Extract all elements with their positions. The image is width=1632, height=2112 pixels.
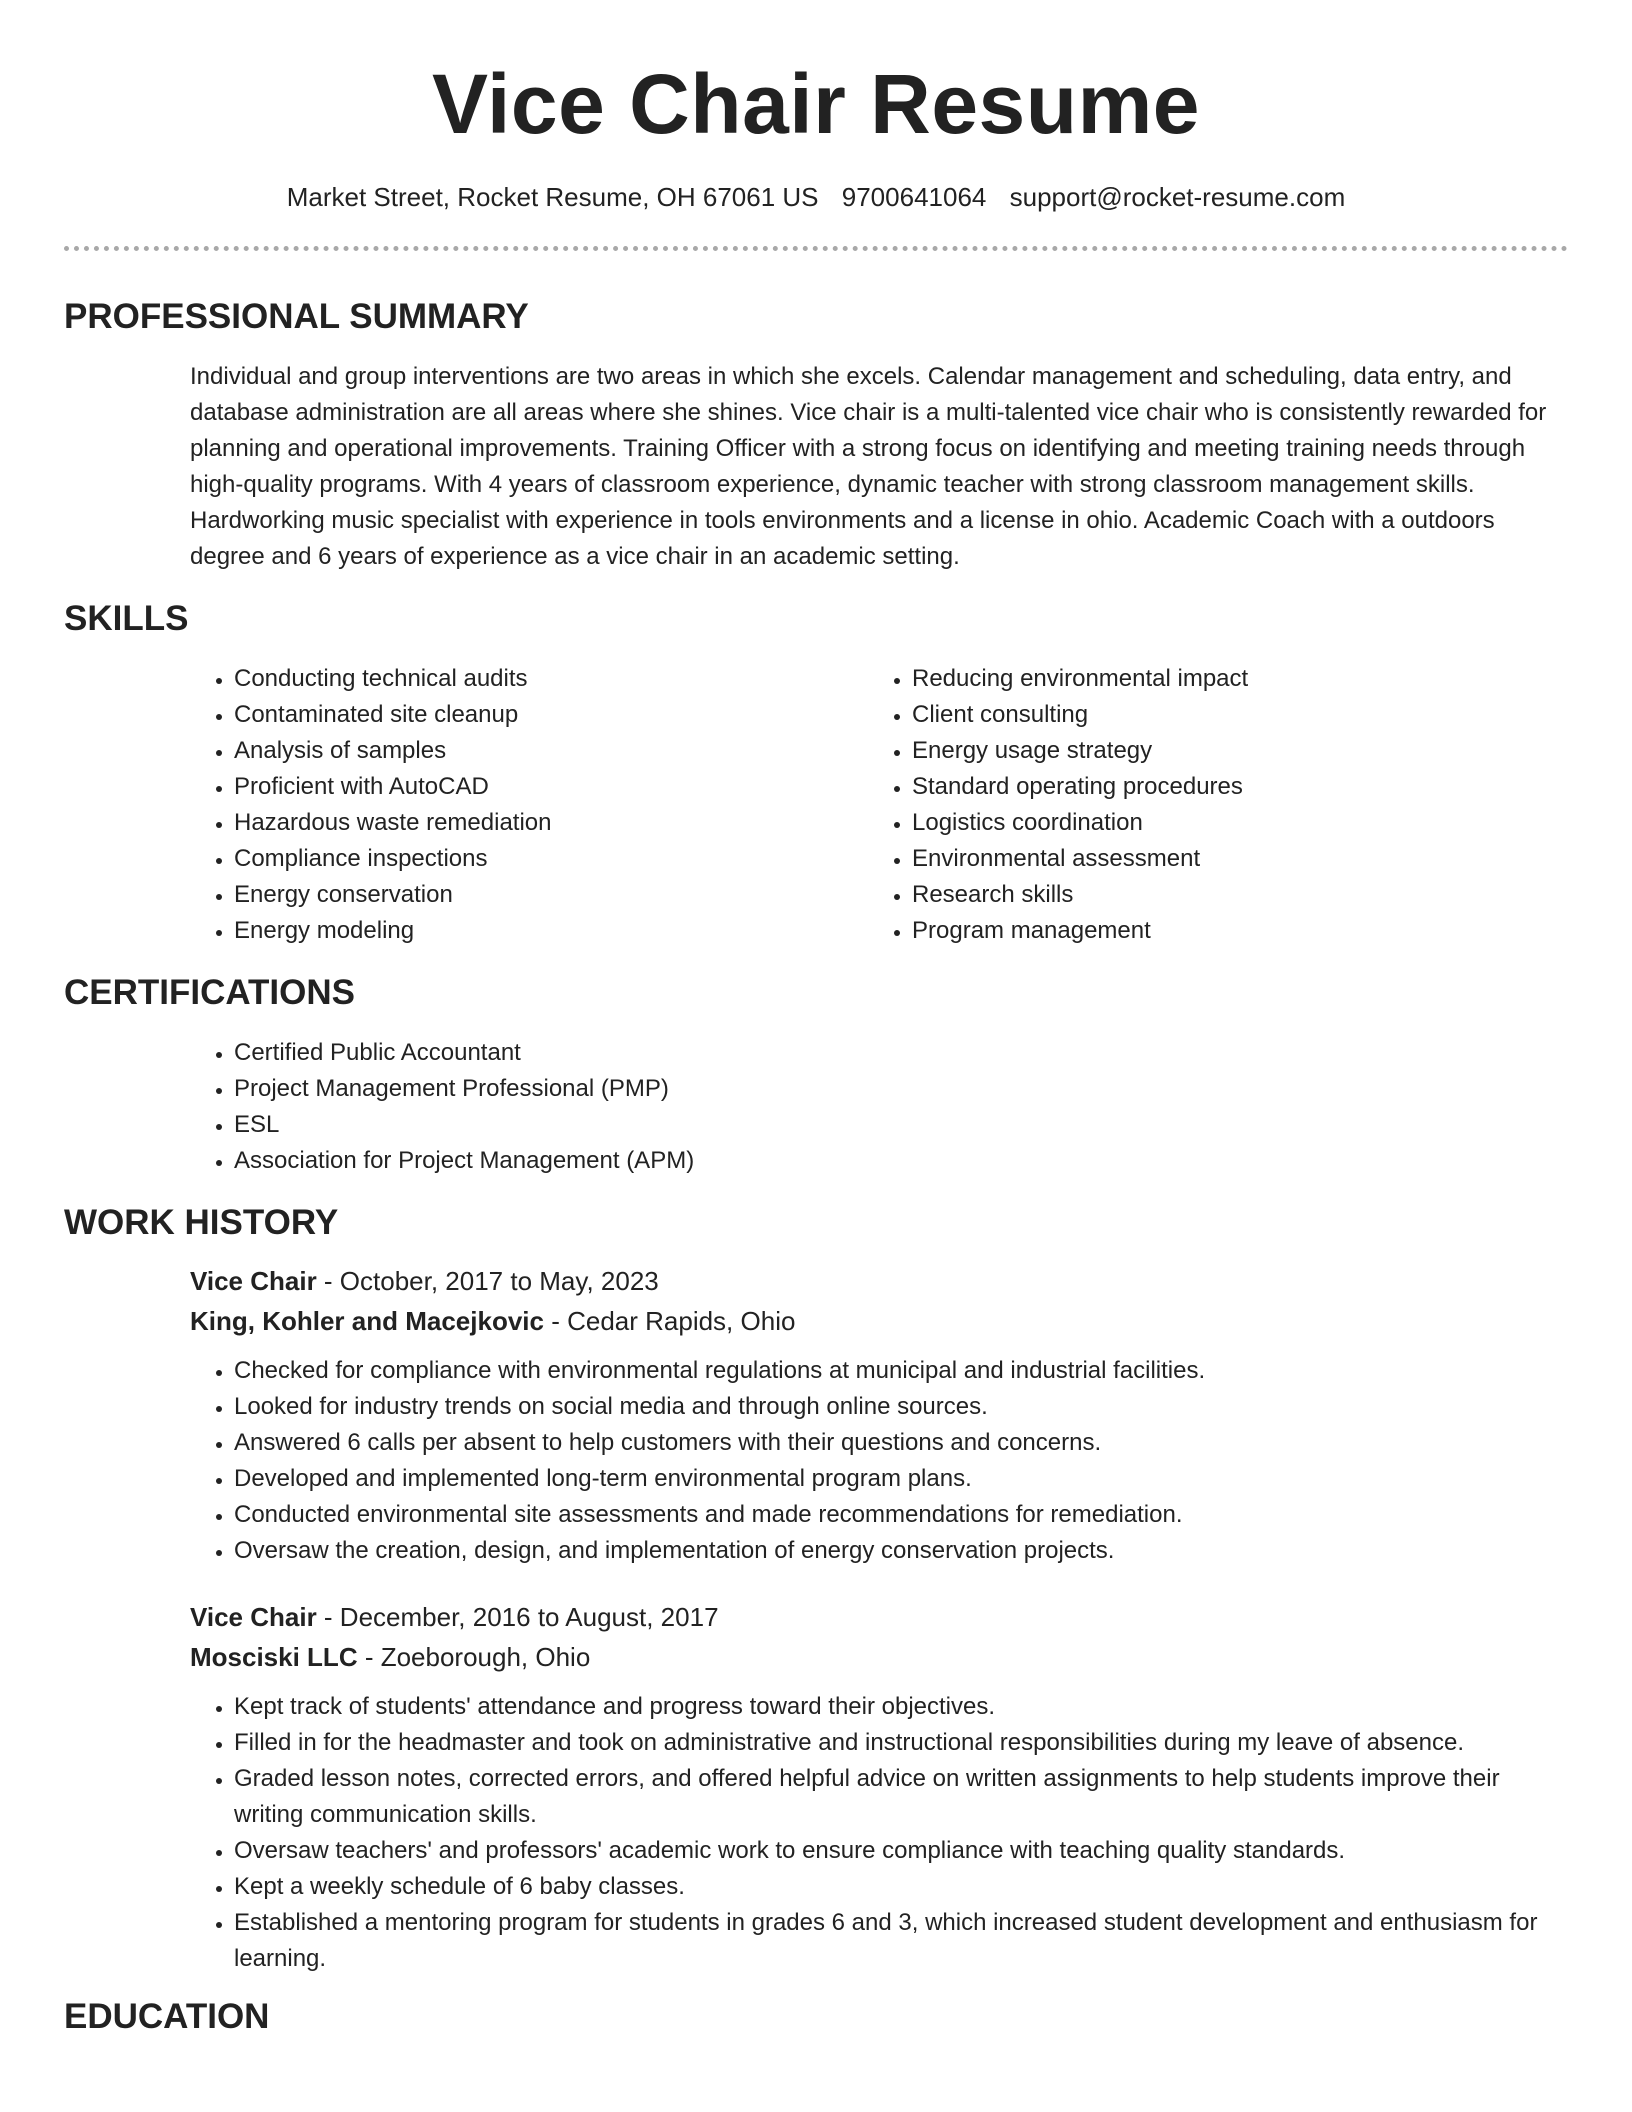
skill-item: • Research skills bbox=[912, 877, 1568, 913]
job-bullet: • Conducted environmental site assessments and made recommendations for remediation. bbox=[234, 1497, 1568, 1533]
header-divider bbox=[64, 246, 1568, 251]
summary-section bbox=[64, 359, 1568, 575]
skill-item: • Client consulting bbox=[912, 697, 1568, 733]
job-entry bbox=[64, 1261, 1568, 1569]
skill-item: • Proficient with AutoCAD bbox=[234, 769, 868, 805]
skill-item: • Environmental assessment bbox=[912, 841, 1568, 877]
skill-item: • Energy conservation bbox=[234, 877, 868, 913]
skill-item: • Conducting technical audits bbox=[234, 661, 868, 697]
skill-item: • Energy modeling bbox=[234, 913, 868, 949]
certification-item: • Association for Project Management (APM) bbox=[234, 1143, 1568, 1179]
skills-list-right bbox=[868, 661, 1568, 949]
contact-phone: 9700641064 bbox=[841, 182, 987, 212]
job-dates: - October, 2017 to May, 2023 bbox=[316, 1266, 659, 1296]
job-entry bbox=[64, 1597, 1568, 1977]
job-bullets bbox=[190, 1353, 1568, 1569]
job-bullet: • Graded lesson notes, corrected errors, and offered helpful advice on written assignments to help students improve their writing communication skills. bbox=[234, 1761, 1568, 1833]
job-bullet: • Oversaw the creation, design, and implementation of energy conservation projects. bbox=[234, 1533, 1568, 1569]
skill-item: • Compliance inspections bbox=[234, 841, 868, 877]
certification-item: • Project Management Professional (PMP) bbox=[234, 1071, 1568, 1107]
certification-item: • Certified Public Accountant bbox=[234, 1035, 1568, 1071]
certifications-heading: CERTIFICATIONS bbox=[64, 973, 356, 1012]
education-heading: EDUCATION bbox=[64, 1997, 270, 2036]
skills-heading: SKILLS bbox=[64, 599, 189, 638]
job-bullet: • Established a mentoring program for students in grades 6 and 3, which increased student development and enthusiasm for learning. bbox=[234, 1905, 1568, 1977]
job-bullet: • Checked for compliance with environmental regulations at municipal and industrial facilities. bbox=[234, 1353, 1568, 1389]
skill-item: • Contaminated site cleanup bbox=[234, 697, 868, 733]
job-company: Mosciski LLC bbox=[190, 1642, 358, 1672]
summary-heading: PROFESSIONAL SUMMARY bbox=[64, 297, 529, 336]
job-bullets bbox=[190, 1689, 1568, 1977]
job-title-line bbox=[190, 1261, 1568, 1301]
skill-item: • Analysis of samples bbox=[234, 733, 868, 769]
contact-email: support@rocket-resume.com bbox=[1009, 182, 1346, 212]
skill-item: • Logistics coordination bbox=[912, 805, 1568, 841]
certifications-section bbox=[64, 1035, 1568, 1179]
contact-line bbox=[64, 180, 1568, 214]
job-location: - Zoeborough, Ohio bbox=[357, 1642, 591, 1672]
job-bullet: • Answered 6 calls per absent to help customers with their questions and concerns. bbox=[234, 1425, 1568, 1461]
job-company: King, Kohler and Macejkovic bbox=[190, 1306, 544, 1336]
work-history-heading: WORK HISTORY bbox=[64, 1203, 339, 1242]
skill-item: • Program management bbox=[912, 913, 1568, 949]
skill-item: • Energy usage strategy bbox=[912, 733, 1568, 769]
job-company-line bbox=[190, 1301, 1568, 1341]
job-bullet: • Kept a weekly schedule of 6 baby classes. bbox=[234, 1869, 1568, 1905]
job-role: Vice Chair bbox=[190, 1602, 317, 1632]
job-bullet: • Developed and implemented long-term environmental program plans. bbox=[234, 1461, 1568, 1497]
job-bullet: • Looked for industry trends on social media and through online sources. bbox=[234, 1389, 1568, 1425]
job-bullet: • Filled in for the headmaster and took on administrative and instructional responsibilities during my leave of absence. bbox=[234, 1725, 1568, 1761]
certifications-list bbox=[190, 1035, 1568, 1179]
skill-item: • Reducing environmental impact bbox=[912, 661, 1568, 697]
job-dates: - December, 2016 to August, 2017 bbox=[316, 1602, 719, 1632]
job-title-line bbox=[190, 1597, 1568, 1637]
skill-item: • Hazardous waste remediation bbox=[234, 805, 868, 841]
job-location: - Cedar Rapids, Ohio bbox=[543, 1306, 796, 1336]
skills-list-left bbox=[190, 661, 868, 949]
certification-item: • ESL bbox=[234, 1107, 1568, 1143]
job-role: Vice Chair bbox=[190, 1266, 317, 1296]
summary-text: Individual and group interventions are two areas in which she excels. Calendar management and scheduling, data entry, and database administration are all areas where she shines. Vice chair is a multi-talented vice chair who is consistently rewarded for planning and operational improvements. Training Officer with a strong focus on identifying and meeting training needs through high-quality programs. With 4 years of classroom experience, dynamic teacher with strong classroom management skills. Hardworking music specialist with experience in tools environments and a license in ohio. Academic Coach with a outdoors degree and 6 years of experience as a vice chair in an academic setting. bbox=[190, 363, 1547, 570]
job-company-line bbox=[190, 1637, 1568, 1677]
job-bullet: • Oversaw teachers' and professors' academic work to ensure compliance with teaching quality standards. bbox=[234, 1833, 1568, 1869]
skills-section bbox=[64, 661, 1568, 949]
resume-title: Vice Chair Resume bbox=[432, 57, 1200, 151]
contact-address: Market Street, Rocket Resume, OH 67061 US bbox=[286, 182, 819, 212]
job-bullet: • Kept track of students' attendance and progress toward their objectives. bbox=[234, 1689, 1568, 1725]
skill-item: • Standard operating procedures bbox=[912, 769, 1568, 805]
